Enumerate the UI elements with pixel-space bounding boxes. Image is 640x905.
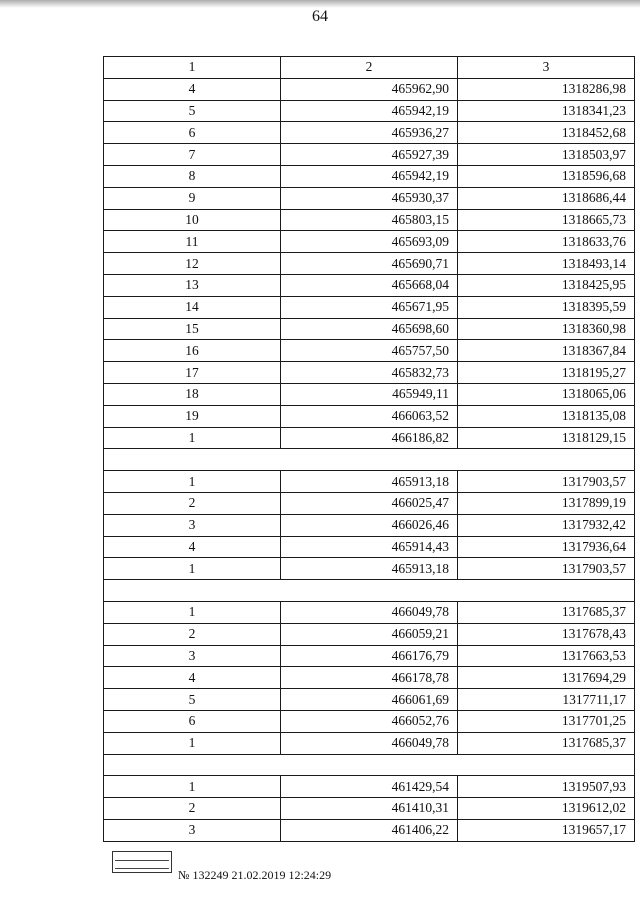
point-number-cell: 2 [104,623,281,645]
y-coordinate-cell: 1319657,17 [458,819,635,841]
y-coordinate-cell: 1318425,95 [458,274,635,296]
table-row [104,78,635,100]
x-coordinate-cell: 466061,69 [281,689,458,711]
x-coordinate-cell: 465668,04 [281,274,458,296]
x-coordinate-cell: 466052,76 [281,710,458,732]
x-coordinate-cell: 465803,15 [281,209,458,231]
separator-cell [104,754,635,776]
y-coordinate-cell: 1317678,43 [458,623,635,645]
y-coordinate-cell: 1318360,98 [458,318,635,340]
point-number-cell: 1 [104,471,281,493]
table-row [104,383,635,405]
table-row [104,710,635,732]
point-number-cell: 1 [104,558,281,580]
separator-cell [104,580,635,602]
x-coordinate-cell: 465949,11 [281,383,458,405]
point-number-cell: 3 [104,514,281,536]
y-coordinate-cell: 1317936,64 [458,536,635,558]
table-row [104,623,635,645]
y-coordinate-cell: 1317932,42 [458,514,635,536]
x-coordinate-cell: 465671,95 [281,296,458,318]
x-coordinate-cell: 465914,43 [281,536,458,558]
point-number-cell: 5 [104,689,281,711]
x-coordinate-cell: 461410,31 [281,798,458,820]
x-coordinate-cell: 466025,47 [281,492,458,514]
y-coordinate-cell: 1318633,76 [458,231,635,253]
point-number-cell: 9 [104,187,281,209]
point-number-cell: 4 [104,536,281,558]
point-number-cell: 19 [104,405,281,427]
table-row [104,514,635,536]
point-number-cell: 2 [104,798,281,820]
point-number-cell: 1 [104,427,281,449]
x-coordinate-cell: 461406,22 [281,819,458,841]
table-row [104,122,635,144]
scan-edge-shadow [0,0,640,8]
point-number-cell: 7 [104,144,281,166]
y-coordinate-cell: 1318195,27 [458,362,635,384]
y-coordinate-cell: 1318503,97 [458,144,635,166]
x-coordinate-cell: 465690,71 [281,253,458,275]
separator-row [104,754,635,776]
table-row [104,144,635,166]
y-coordinate-cell: 1318135,08 [458,405,635,427]
y-coordinate-cell: 1317711,17 [458,689,635,711]
coordinates-table [103,56,635,842]
point-number-cell: 2 [104,492,281,514]
x-coordinate-cell: 466063,52 [281,405,458,427]
table-row [104,732,635,754]
header-cell-2: 2 [281,57,458,79]
point-number-cell: 4 [104,78,281,100]
separator-cell [104,449,635,471]
x-coordinate-cell: 461429,54 [281,776,458,798]
y-coordinate-cell: 1317685,37 [458,601,635,623]
x-coordinate-cell: 465757,50 [281,340,458,362]
x-coordinate-cell: 465962,90 [281,78,458,100]
point-number-cell: 13 [104,274,281,296]
x-coordinate-cell: 465832,73 [281,362,458,384]
x-coordinate-cell: 466176,79 [281,645,458,667]
table-row [104,471,635,493]
point-number-cell: 8 [104,165,281,187]
x-coordinate-cell: 465936,27 [281,122,458,144]
point-number-cell: 10 [104,209,281,231]
table-row [104,819,635,841]
table-row [104,362,635,384]
y-coordinate-cell: 1318129,15 [458,427,635,449]
point-number-cell: 3 [104,819,281,841]
header-cell-3: 3 [458,57,635,79]
point-number-cell: 12 [104,253,281,275]
separator-row [104,580,635,602]
x-coordinate-cell: 465942,19 [281,100,458,122]
table-row [104,340,635,362]
x-coordinate-cell: 465927,39 [281,144,458,166]
y-coordinate-cell: 1318341,23 [458,100,635,122]
document-registration-number: № 132249 21.02.2019 12:24:29 [178,868,332,882]
y-coordinate-cell: 1318065,06 [458,383,635,405]
x-coordinate-cell: 466049,78 [281,732,458,754]
table-row [104,536,635,558]
table-row [104,558,635,580]
table-row [104,187,635,209]
x-coordinate-cell: 466026,46 [281,514,458,536]
table-row [104,253,635,275]
x-coordinate-cell: 466178,78 [281,667,458,689]
table-row [104,645,635,667]
y-coordinate-cell: 1318596,68 [458,165,635,187]
table-row [104,667,635,689]
y-coordinate-cell: 1318367,84 [458,340,635,362]
point-number-cell: 1 [104,732,281,754]
table-row [104,296,635,318]
table-row [104,209,635,231]
table-row [104,318,635,340]
x-coordinate-cell: 465913,18 [281,558,458,580]
point-number-cell: 16 [104,340,281,362]
point-number-cell: 6 [104,122,281,144]
page-number: 64 [312,8,328,25]
registration-stamp [112,851,172,873]
table-row [104,492,635,514]
point-number-cell: 15 [104,318,281,340]
table-row [104,405,635,427]
y-coordinate-cell: 1319612,02 [458,798,635,820]
point-number-cell: 11 [104,231,281,253]
y-coordinate-cell: 1317685,37 [458,732,635,754]
point-number-cell: 3 [104,645,281,667]
point-number-cell: 6 [104,710,281,732]
stamp-row [115,862,169,869]
point-number-cell: 18 [104,383,281,405]
y-coordinate-cell: 1319507,93 [458,776,635,798]
x-coordinate-cell: 465930,37 [281,187,458,209]
x-coordinate-cell: 465913,18 [281,471,458,493]
y-coordinate-cell: 1317663,53 [458,645,635,667]
point-number-cell: 14 [104,296,281,318]
point-number-cell: 17 [104,362,281,384]
table-row [104,274,635,296]
y-coordinate-cell: 1318395,59 [458,296,635,318]
x-coordinate-cell: 466059,21 [281,623,458,645]
header-cell-1: 1 [104,57,281,79]
table-row [104,776,635,798]
table-row [104,798,635,820]
point-number-cell: 4 [104,667,281,689]
y-coordinate-cell: 1318286,98 [458,78,635,100]
table-row [104,427,635,449]
table-header-row [104,57,635,79]
y-coordinate-cell: 1317903,57 [458,558,635,580]
table-row [104,601,635,623]
y-coordinate-cell: 1317694,29 [458,667,635,689]
y-coordinate-cell: 1318665,73 [458,209,635,231]
y-coordinate-cell: 1317899,19 [458,492,635,514]
x-coordinate-cell: 465698,60 [281,318,458,340]
y-coordinate-cell: 1317903,57 [458,471,635,493]
table-row [104,165,635,187]
table-row [104,231,635,253]
y-coordinate-cell: 1317701,25 [458,710,635,732]
x-coordinate-cell: 466186,82 [281,427,458,449]
x-coordinate-cell: 466049,78 [281,601,458,623]
y-coordinate-cell: 1318452,68 [458,122,635,144]
x-coordinate-cell: 465942,19 [281,165,458,187]
y-coordinate-cell: 1318686,44 [458,187,635,209]
point-number-cell: 1 [104,776,281,798]
point-number-cell: 5 [104,100,281,122]
table-row [104,100,635,122]
stamp-row [115,854,169,861]
table-row [104,689,635,711]
separator-row [104,449,635,471]
point-number-cell: 1 [104,601,281,623]
x-coordinate-cell: 465693,09 [281,231,458,253]
y-coordinate-cell: 1318493,14 [458,253,635,275]
